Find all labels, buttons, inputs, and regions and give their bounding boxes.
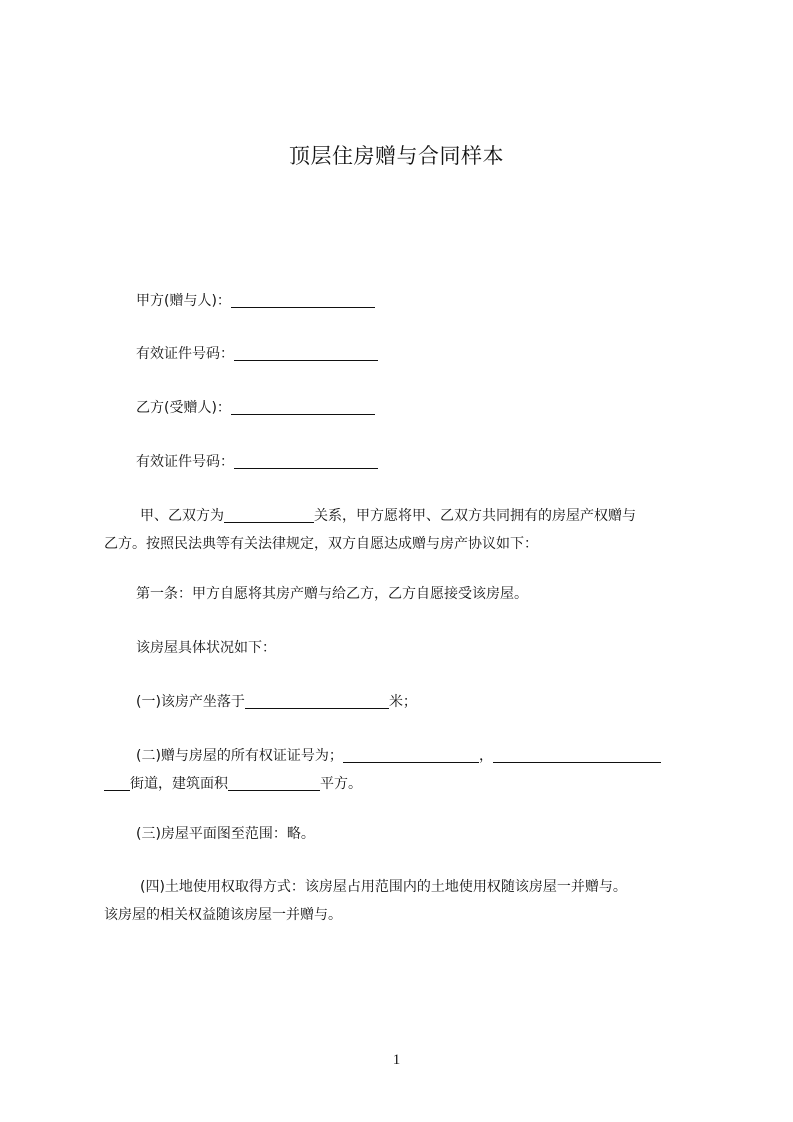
party-a-blank[interactable]: [231, 290, 375, 308]
intro-line-1: [140, 502, 740, 530]
item-2-line-1: [136, 742, 736, 770]
address-blank[interactable]: [493, 745, 661, 763]
party-a-id-label: 有效证件号码：: [136, 346, 234, 362]
party-b-id-label: 有效证件号码：: [136, 454, 234, 470]
status-heading: 该房屋具体状况如下：: [136, 640, 276, 656]
item-1-suffix: 米；: [388, 694, 417, 710]
party-a-id-blank[interactable]: [234, 343, 378, 361]
relationship-blank[interactable]: [224, 505, 314, 523]
party-b-line: [136, 394, 736, 422]
party-b-id-line: [136, 448, 736, 476]
item-2-street-text: 街道，建筑面积: [130, 776, 228, 792]
item-3: (三)房屋平面图至范围：略。: [136, 826, 315, 842]
party-b-label: 乙方(受赠人)：: [136, 400, 231, 416]
location-blank[interactable]: [245, 691, 389, 709]
item-4-line-2: 该房屋的相关权益随该房屋一并赠与。: [104, 907, 342, 923]
party-b-blank[interactable]: [231, 397, 375, 415]
item-2-comma: ，: [478, 748, 493, 764]
intro-line-2: 乙方。按照民法典等有关法律规定，双方自愿达成赠与房产协议如下：: [104, 536, 538, 552]
certificate-number-blank[interactable]: [343, 745, 479, 763]
party-b-id-blank[interactable]: [234, 451, 378, 469]
item-2-text: (二)赠与房屋的所有权证证号为；: [136, 748, 343, 764]
party-a-id-line: [136, 340, 736, 368]
intro-text-1: 甲、乙双方为: [140, 508, 224, 524]
item-2-suffix: 平方。: [320, 776, 362, 792]
party-a-line: [136, 287, 736, 315]
article-1: 第一条：甲方自愿将其房产赠与给乙方，乙方自愿接受该房屋。: [136, 586, 528, 602]
page-number: 1: [392, 1052, 401, 1068]
item-4-line-1: (四)土地使用权取得方式：该房屋占用范围内的土地使用权随该房屋一并赠与。: [140, 879, 627, 895]
item-1-line: [136, 688, 736, 716]
party-a-label: 甲方(赠与人)：: [136, 293, 231, 309]
item-2-line-2: [104, 770, 704, 798]
area-blank[interactable]: [228, 773, 320, 791]
document-title: 顶层住房赠与合同样本: [289, 144, 504, 168]
intro-text-2: 关系，甲方愿将甲、乙双方共同拥有的房屋产权赠与: [314, 508, 636, 524]
item-1-text: (一)该房产坐落于: [136, 694, 245, 710]
street-blank[interactable]: [104, 773, 130, 791]
